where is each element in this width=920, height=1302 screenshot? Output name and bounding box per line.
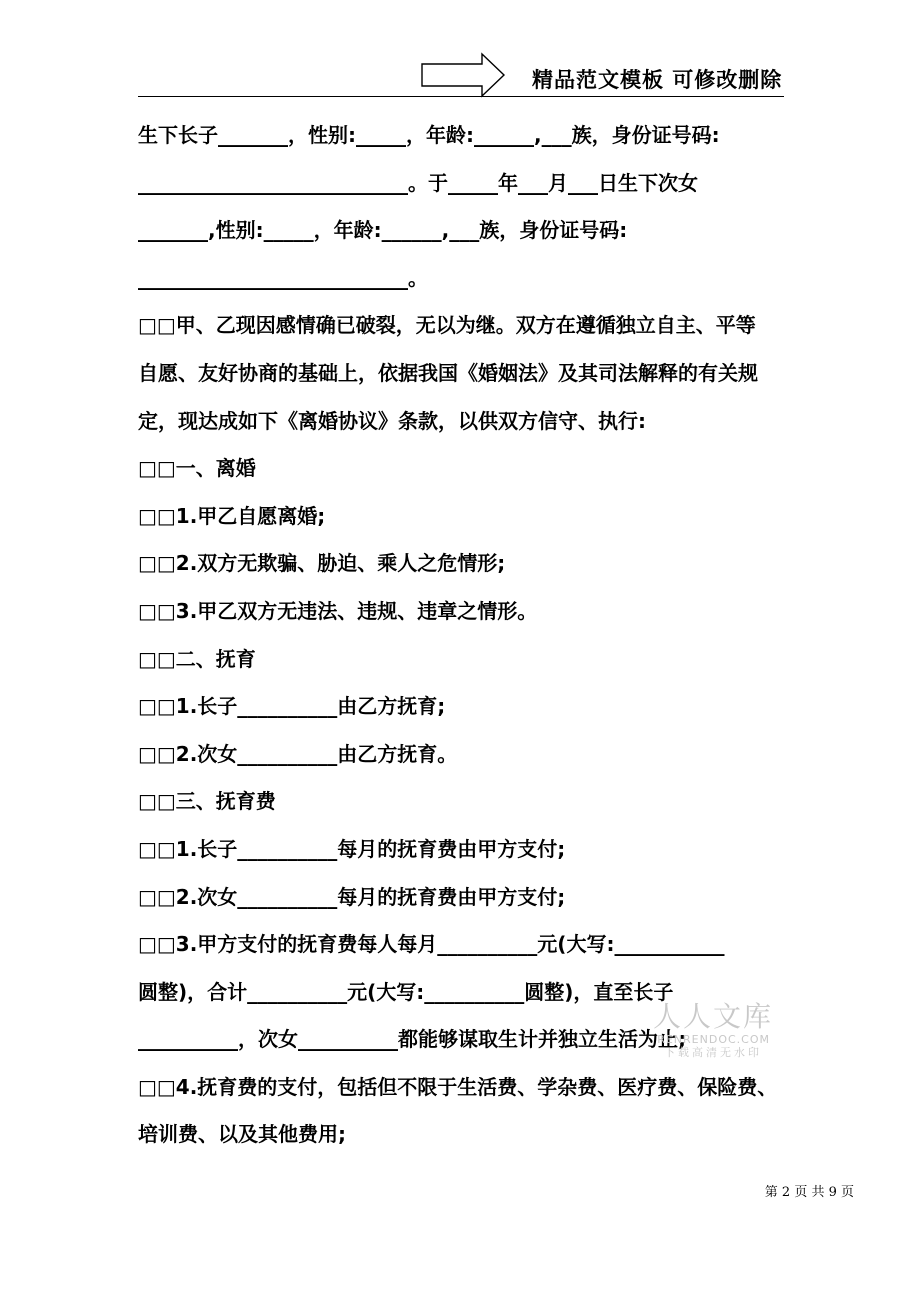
header-divider — [138, 96, 784, 97]
section-heading: □□一、离婚 — [138, 456, 256, 481]
text-line: 生下长子_______，性别:_____，年龄:______,___族，身份证号码: — [138, 123, 720, 147]
watermark-domain: RENRENDOC.COM — [657, 1033, 770, 1046]
text-line: □□2.次女__________由乙方抚育。 — [138, 741, 458, 766]
text-line: □□甲、乙现因感情确已破裂，无以为继。双方在遵循独立自主、平等 — [138, 313, 756, 338]
text-line: □□2.次女__________每月的抚育费由甲方支付; — [138, 884, 566, 909]
header-title: 精品范文模板 可修改删除 — [532, 68, 783, 92]
text-line: 定，现达成如下《离婚协议》条款，以供双方信守、执行: — [138, 408, 646, 433]
text-line: □□1.长子__________由乙方抚育; — [138, 694, 446, 719]
watermark — [648, 1000, 778, 1060]
text-line: ___________________________。于_____年___月___日生下次女 — [138, 170, 698, 195]
text-line: _______,性别:_____，年龄:______,___族，身份证号码: — [138, 218, 628, 243]
text-line: □□1.长子__________每月的抚育费由甲方支付; — [138, 836, 566, 861]
section-heading: □□二、抚育 — [138, 646, 256, 671]
text-line: □□3.甲方支付的抚育费每人每月__________元(大写:___________ — [138, 932, 725, 957]
text-line: 自愿、友好协商的基础上，依据我国《婚姻法》及其司法解释的有关规 — [138, 360, 758, 385]
text-line: □□2.双方无欺骗、胁迫、乘人之危情形; — [138, 551, 506, 576]
text-line: 圆整)，合计__________元(大写:__________圆整)，直至长子 — [138, 979, 674, 1004]
arrow-right-icon — [420, 52, 506, 98]
text-line: __________，次女__________都能够谋取生计并独立生活为止; — [138, 1027, 686, 1052]
watermark-logo-text: 人人文库 — [652, 1000, 773, 1033]
text-line: ___________________________。 — [138, 265, 428, 290]
text-line: 培训费、以及其他费用; — [138, 1122, 346, 1147]
text-line: □□1.甲乙自愿离婚; — [138, 503, 326, 528]
page-number: 第 2 页 共 9 页 — [764, 1185, 854, 1200]
text-line: □□4.抚育费的支付，包括但不限于生活费、学杂费、医疗费、保险费、 — [138, 1074, 778, 1099]
section-heading: □□三、抚育费 — [138, 789, 276, 814]
watermark-subtitle: 下载高清无水印 — [664, 1046, 762, 1059]
text-line: □□3.甲乙双方无违法、违规、违章之情形。 — [138, 598, 538, 623]
